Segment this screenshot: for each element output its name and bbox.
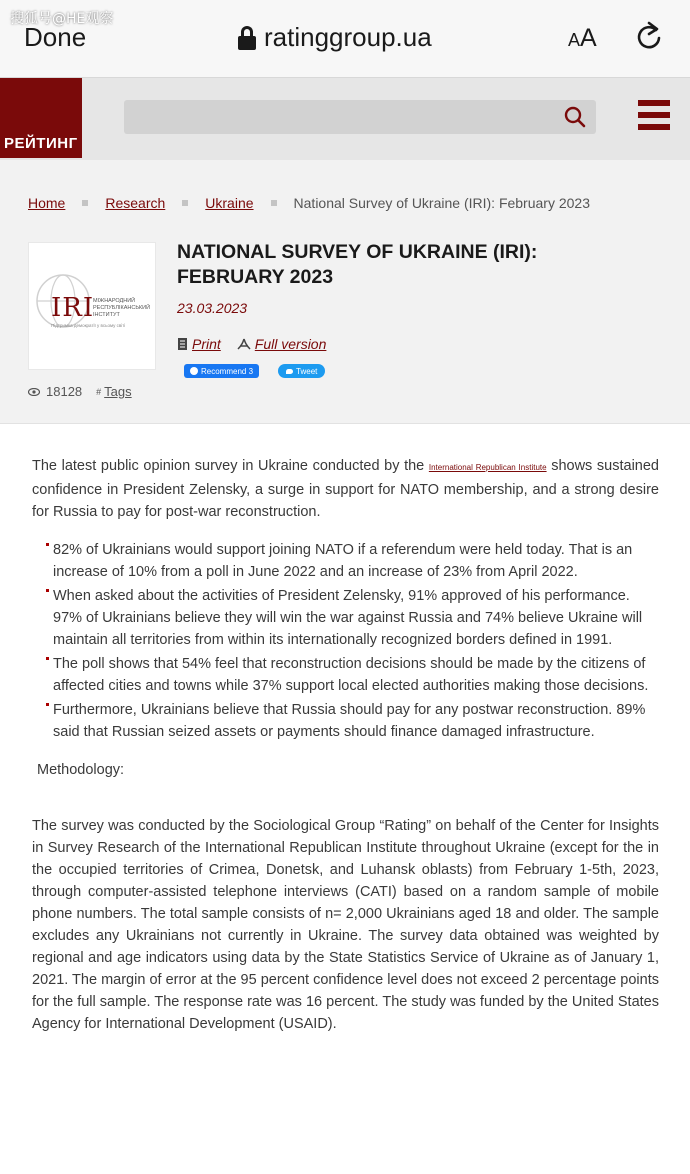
breadcrumb [28, 195, 590, 211]
text-size-button[interactable] [568, 24, 597, 53]
full-version-link[interactable]: Full version [254, 336, 327, 352]
breadcrumb-research[interactable]: Research [105, 195, 166, 211]
reload-icon[interactable] [634, 20, 664, 52]
site-header [0, 78, 690, 160]
intro-paragraph [32, 455, 659, 523]
lock-icon [238, 26, 256, 50]
facebook-icon [190, 367, 198, 375]
tweet-label: Tweet [296, 366, 318, 376]
breadcrumb-ukraine[interactable]: Ukraine [205, 195, 254, 211]
browser-toolbar [0, 0, 690, 78]
breadcrumb-separator [271, 200, 277, 206]
iri-logo-subtitle: МІЖНАРОДНИЙ РЕСПУБЛІКАНСЬКИЙ ІНСТИТУТ [93, 298, 151, 318]
iri-link[interactable]: International Republican Institute [428, 463, 547, 472]
intro-text-before: The latest public opinion survey in Ukraine conducted by the [32, 458, 429, 474]
view-count-value: 18128 [46, 384, 83, 399]
text-size-small: A [568, 30, 581, 50]
print-action[interactable] [177, 336, 221, 352]
search-icon[interactable] [564, 106, 586, 128]
publish-date: 23.03.2023 [177, 300, 248, 316]
article-body [32, 455, 659, 1035]
full-version-action[interactable] [237, 336, 327, 352]
tags-label: Tags [104, 384, 132, 399]
logo-text: РЕЙТИНГ [4, 135, 78, 152]
breadcrumb-separator [82, 200, 88, 206]
tweet-button[interactable] [278, 364, 325, 378]
iri-logo-tagline: Підтримка демократії у всьому світі [51, 323, 126, 328]
done-button[interactable]: Done [24, 22, 87, 52]
eye-icon [28, 388, 40, 396]
list-item: Furthermore, Ukrainians believe that Russia should pay for any postwar reconstruction. 89% said that Russian seized assets or payments should finance damaged infrastructure. [32, 699, 659, 743]
site-logo[interactable] [0, 78, 82, 158]
menu-icon[interactable] [638, 100, 670, 132]
iri-logo-text: IRI [51, 293, 95, 323]
list-item: The poll shows that 54% feel that reconstruction decisions should be made by the citizens of affected cities and towns while 37% support local elected authorities making those decisions. [32, 653, 659, 697]
address-bar[interactable] [238, 22, 432, 53]
view-count [28, 384, 82, 399]
search-input[interactable] [124, 100, 596, 134]
article-meta [28, 384, 132, 399]
article-thumbnail [28, 242, 156, 370]
tags-link[interactable] [96, 384, 131, 399]
url-text: ratinggroup.ua [264, 22, 432, 52]
list-item: 82% of Ukrainians would support joining NATO if a referendum were held today. That is an increase of 10% from a poll in June 2022 and an increase of 23% from April 2022. [32, 539, 659, 583]
methodology-paragraph: The survey was conducted by the Sociological Group “Rating” on behalf of the Center for Insights in Survey Research of the International Republican Institute throughout Ukraine (except for the in the occupied territories of Crimea, Donetsk, and Luhansk oblasts) from February 1-5th, 2023, through computer-assisted telephone interviews (CATI) based on a random sample of mobile phone numbers. The total sample consists of n= 2,000 Ukrainians aged 18 and older. The sample excludes any Ukrainians not currently in Ukraine. The survey data obtained was weighted by regional and age indicators using data by the State Statistics Service of Ukraine as of January 1, 2021. The margin of error at the 95 percent confidence level does not exceed 2 percentage points for the full sample. The response rate was 16 percent. The study was funded by the United States Agency for International Development (USAID). [32, 818, 659, 1032]
print-icon [177, 338, 188, 350]
methodology-heading: Methodology: [37, 762, 125, 778]
facebook-recommend-label: Recommend 3 [201, 366, 254, 376]
page-title: NATIONAL SURVEY OF UKRAINE (IRI): FEBRUARY 2023 [177, 241, 538, 288]
article-actions [177, 336, 342, 352]
hash-icon: # [96, 386, 102, 397]
print-link[interactable]: Print [192, 336, 221, 352]
twitter-icon [286, 369, 293, 374]
breadcrumb-home[interactable]: Home [28, 195, 66, 211]
watermark: 搜狐号@HE观察 [10, 11, 114, 27]
facebook-recommend-button[interactable] [184, 364, 259, 378]
breadcrumb-current: National Survey of Ukraine (IRI): February 2023 [293, 195, 590, 211]
text-size-big: A [580, 24, 597, 52]
intro-text-after: shows sustained confidence in President Zelensky, a surge in support for NATO membership, and a strong desire for Russia to pay for post-war reconstruction. [32, 458, 659, 520]
pdf-icon [237, 338, 251, 351]
findings-list [32, 539, 659, 743]
breadcrumb-separator [182, 200, 188, 206]
article-info-panel [0, 160, 690, 424]
social-buttons [184, 364, 325, 378]
list-item: When asked about the activities of President Zelensky, 91% approved of his performance. 97% of Ukrainians believe they will win the war against Russia and 74% believe Ukraine will maintain all territories from within its internationally recognized borders defined in 1991. [32, 585, 659, 651]
